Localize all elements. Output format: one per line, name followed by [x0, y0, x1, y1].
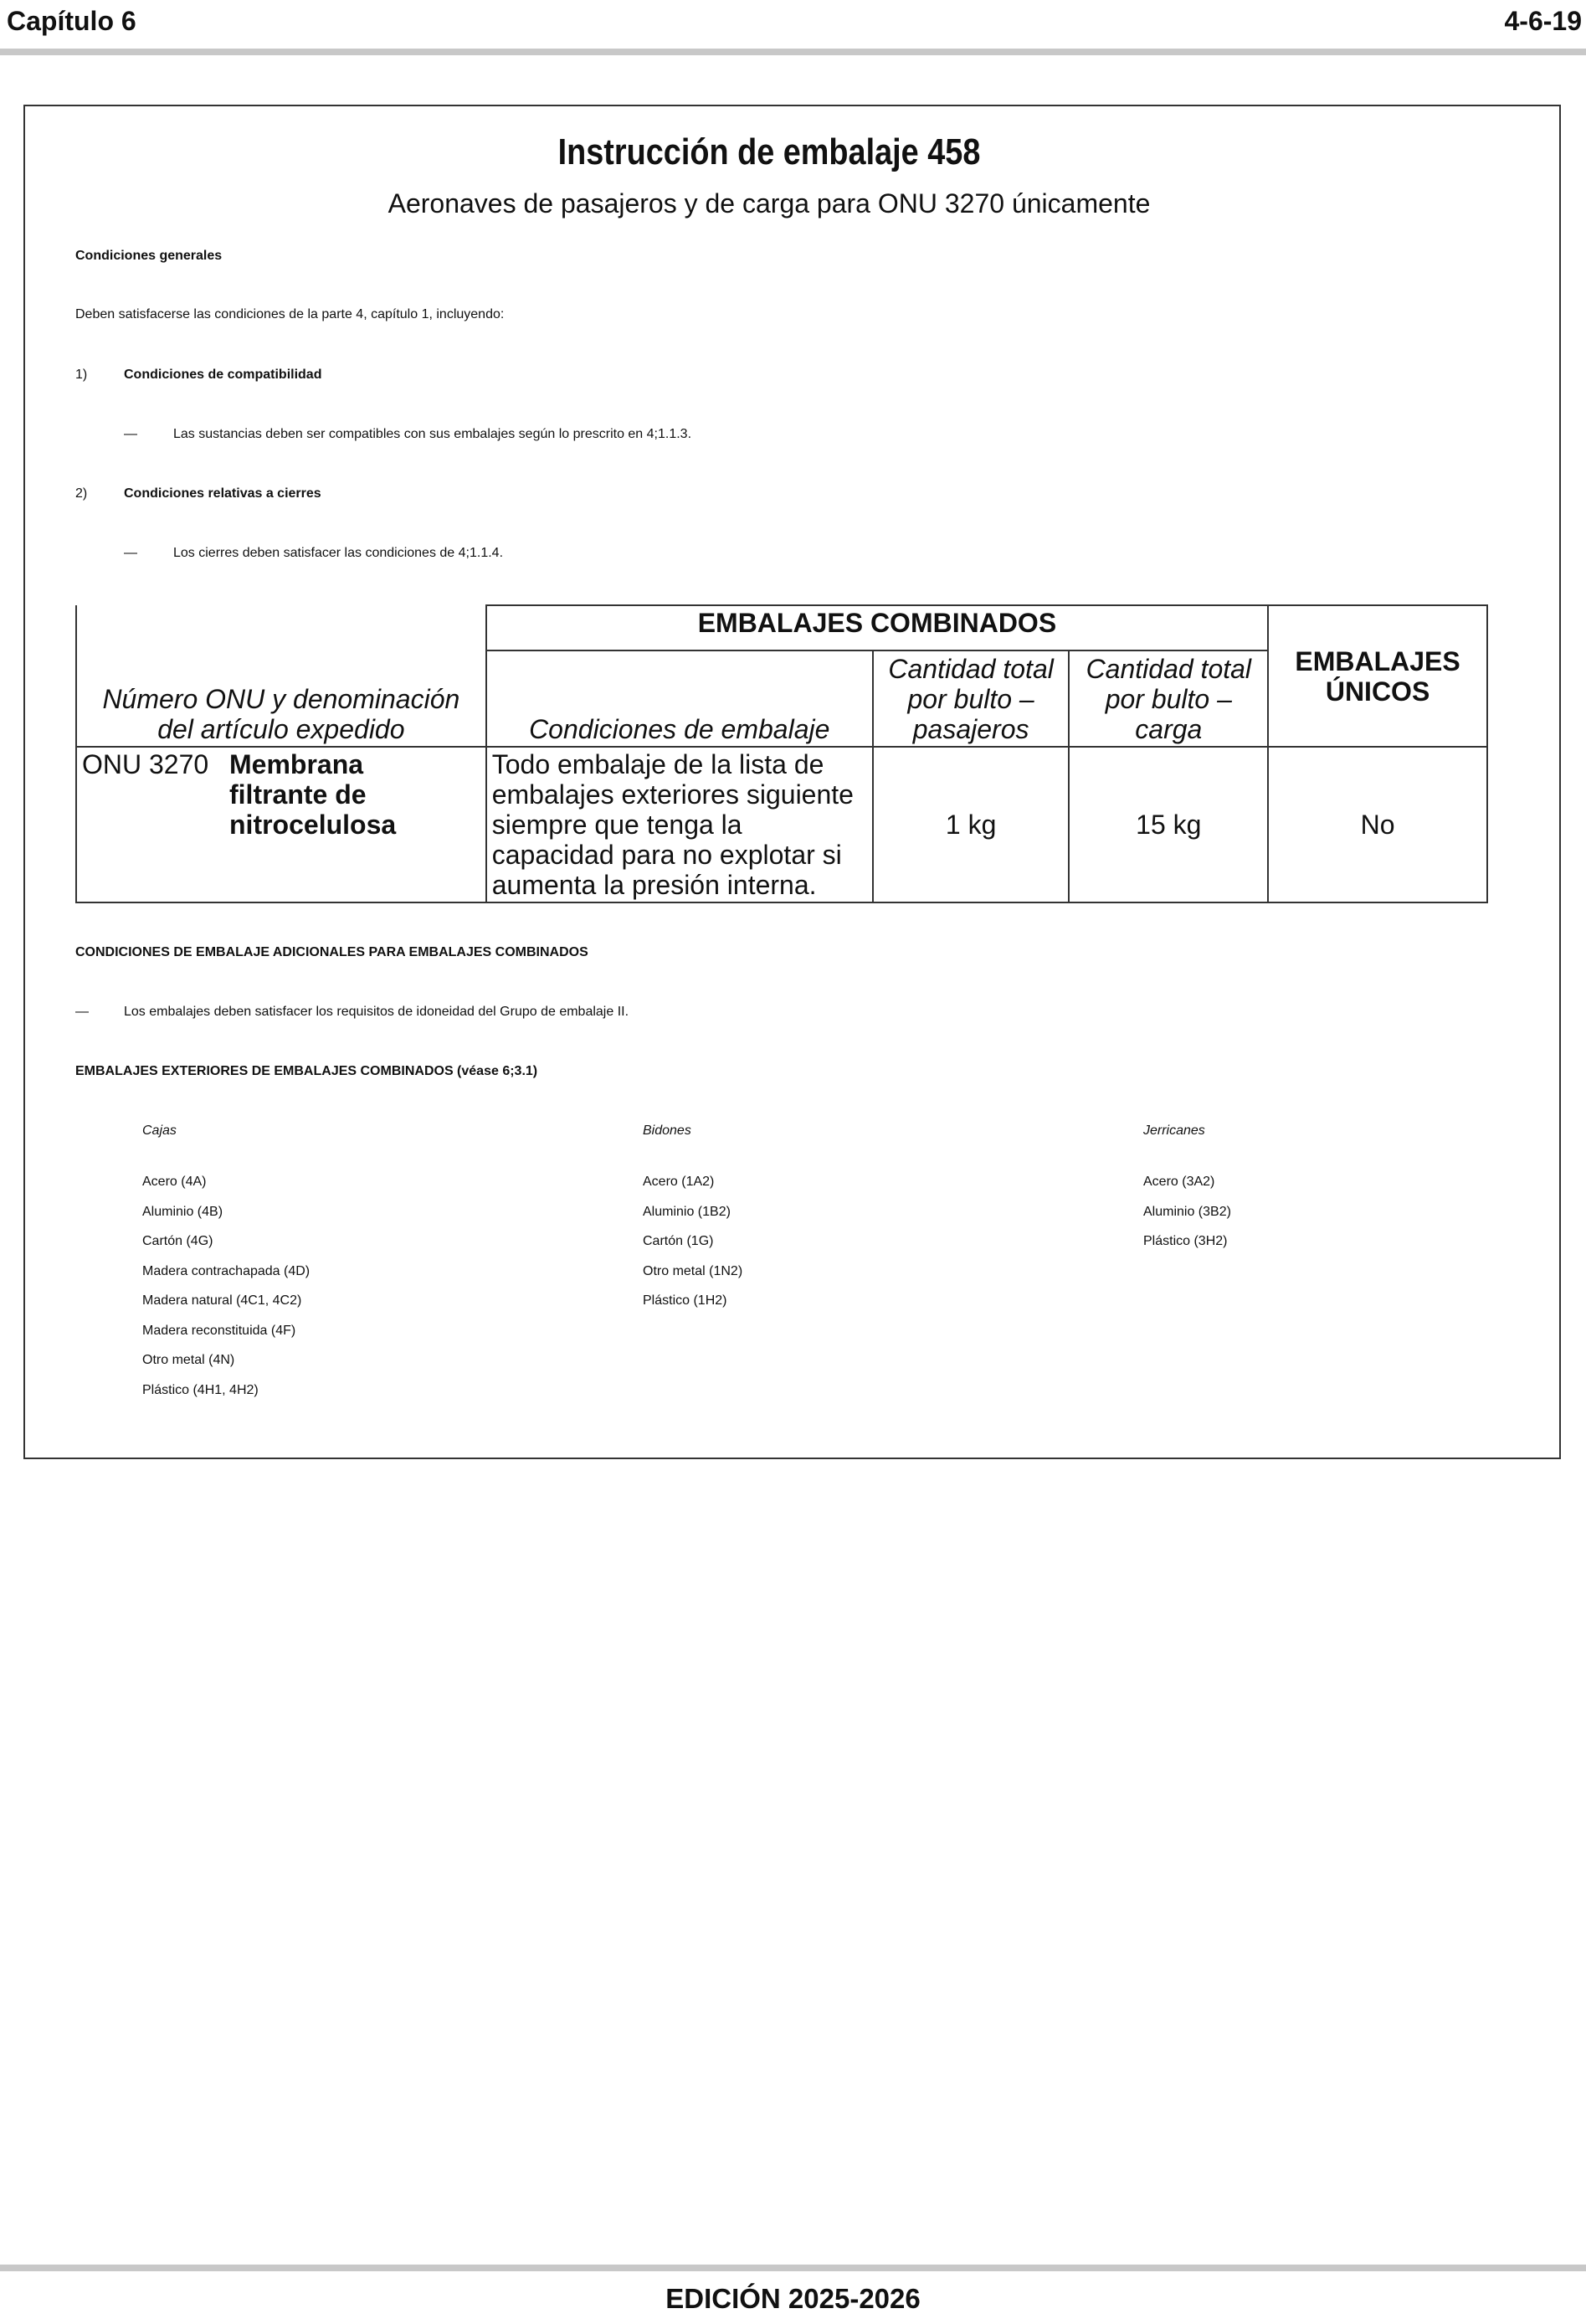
- list-item: Plástico (1H2): [643, 1293, 727, 1308]
- passenger-header: Cantidad total por bulto – pasajeros: [873, 650, 1070, 747]
- combined-header: EMBALAJES COMBINADOS: [486, 605, 1268, 650]
- general-intro: Deben satisfacerse las condiciones de la parte 4, capítulo 1, incluyendo:: [75, 307, 505, 321]
- list-item: Aluminio (4B): [142, 1204, 223, 1219]
- outer-packaging-list: [142, 1123, 1481, 1458]
- single-header: EMBALAJES ÚNICOS: [1268, 605, 1487, 747]
- list-item: Cartón (4G): [142, 1234, 213, 1248]
- header-rule: [0, 49, 1586, 55]
- page-number: 4-6-19: [1504, 6, 1582, 36]
- list-item: Aluminio (1B2): [643, 1204, 731, 1219]
- cargo-header: Cantidad total por bulto – carga: [1069, 650, 1268, 747]
- condition-text-2: Los cierres deben satisfacer las condiciones de 4;1.1.4.: [173, 546, 504, 560]
- table-row: [76, 747, 1487, 902]
- outer-column-jerricans: [1143, 1123, 1231, 1257]
- edition-footer: EDICIÓN 2025-2026: [665, 2283, 921, 2314]
- footer-rule: [0, 2265, 1586, 2271]
- condition-item-1: [75, 368, 87, 383]
- un-number: ONU 3270: [82, 749, 209, 779]
- table-group-row: [76, 605, 1487, 650]
- running-head: [0, 0, 1586, 42]
- un-header: Número ONU y denominación del artículo expedido: [76, 650, 486, 747]
- article-name: Membrana filtrante de nitrocelulosa: [229, 749, 397, 840]
- outer-column-boxes: [142, 1123, 310, 1405]
- list-item: Plástico (3H2): [1143, 1234, 1228, 1248]
- column-title: Cajas: [142, 1123, 177, 1138]
- outer-column-drums: [643, 1123, 742, 1316]
- column-title: Bidones: [643, 1123, 691, 1138]
- additional-text: Los embalajes deben satisfacer los requisitos de idoneidad del Grupo de embalaje II.: [124, 1005, 629, 1019]
- condition-text-1: Las sustancias deben ser compatibles con sus embalajes según lo prescrito en 4;1.1.3.: [173, 427, 692, 441]
- list-item: Madera reconstituida (4F): [142, 1323, 296, 1338]
- outer-heading: EMBALAJES EXTERIORES DE EMBALAJES COMBINADOS (véase 6;3.1): [75, 1064, 538, 1078]
- list-item: Acero (3A2): [1143, 1175, 1215, 1189]
- instruction-title: Instrucción de embalaje 458: [557, 131, 981, 172]
- condition-dash-1: —: [124, 427, 137, 441]
- condition-number: 1): [75, 368, 88, 382]
- additional-dash: —: [75, 1005, 89, 1019]
- additional-heading: CONDICIONES DE EMBALAJE ADICIONALES PARA EMBALAJES COMBINADOS: [75, 945, 588, 959]
- instruction-box: [23, 105, 1561, 1459]
- list-item: Madera natural (4C1, 4C2): [142, 1293, 302, 1308]
- condition-number: 2): [75, 486, 88, 501]
- conditions-cell: Todo embalaje de la lista de embalajes exteriores siguiente siempre que tenga la capacidad para no explotar si aumenta la presión interna.: [486, 747, 873, 902]
- un-cell: [76, 747, 486, 902]
- passenger-cell: 1 kg: [873, 747, 1070, 902]
- list-item: Plástico (4H1, 4H2): [142, 1382, 259, 1397]
- column-items: [1143, 1167, 1231, 1257]
- list-item: Acero (1A2): [643, 1175, 715, 1189]
- column-title: Jerricanes: [1143, 1123, 1205, 1138]
- list-item: Madera contrachapada (4D): [142, 1263, 311, 1278]
- list-item: Otro metal (4N): [142, 1353, 235, 1367]
- column-items: [643, 1167, 742, 1316]
- condition-item-2: [75, 486, 87, 501]
- condition-dash-2: —: [124, 546, 137, 560]
- general-heading: Condiciones generales: [75, 249, 223, 263]
- chapter-label: Capítulo 6: [7, 6, 136, 36]
- single-cell: No: [1268, 747, 1487, 902]
- list-item: Acero (4A): [142, 1175, 207, 1189]
- conditions-header: Condiciones de embalaje: [486, 650, 873, 747]
- empty-cell: [76, 605, 486, 650]
- instruction-subtitle: Aeronaves de pasajeros y de carga para ONU 3270 únicamente: [388, 188, 1151, 219]
- condition-heading-2: Condiciones relativas a cierres: [124, 486, 321, 501]
- column-items: [142, 1167, 310, 1405]
- condition-heading-1: Condiciones de compatibilidad: [124, 368, 322, 382]
- list-item: Cartón (1G): [643, 1234, 714, 1248]
- list-item: Otro metal (1N2): [643, 1263, 743, 1278]
- packaging-table: [75, 604, 1488, 903]
- cargo-cell: 15 kg: [1069, 747, 1268, 902]
- list-item: Aluminio (3B2): [1143, 1204, 1231, 1219]
